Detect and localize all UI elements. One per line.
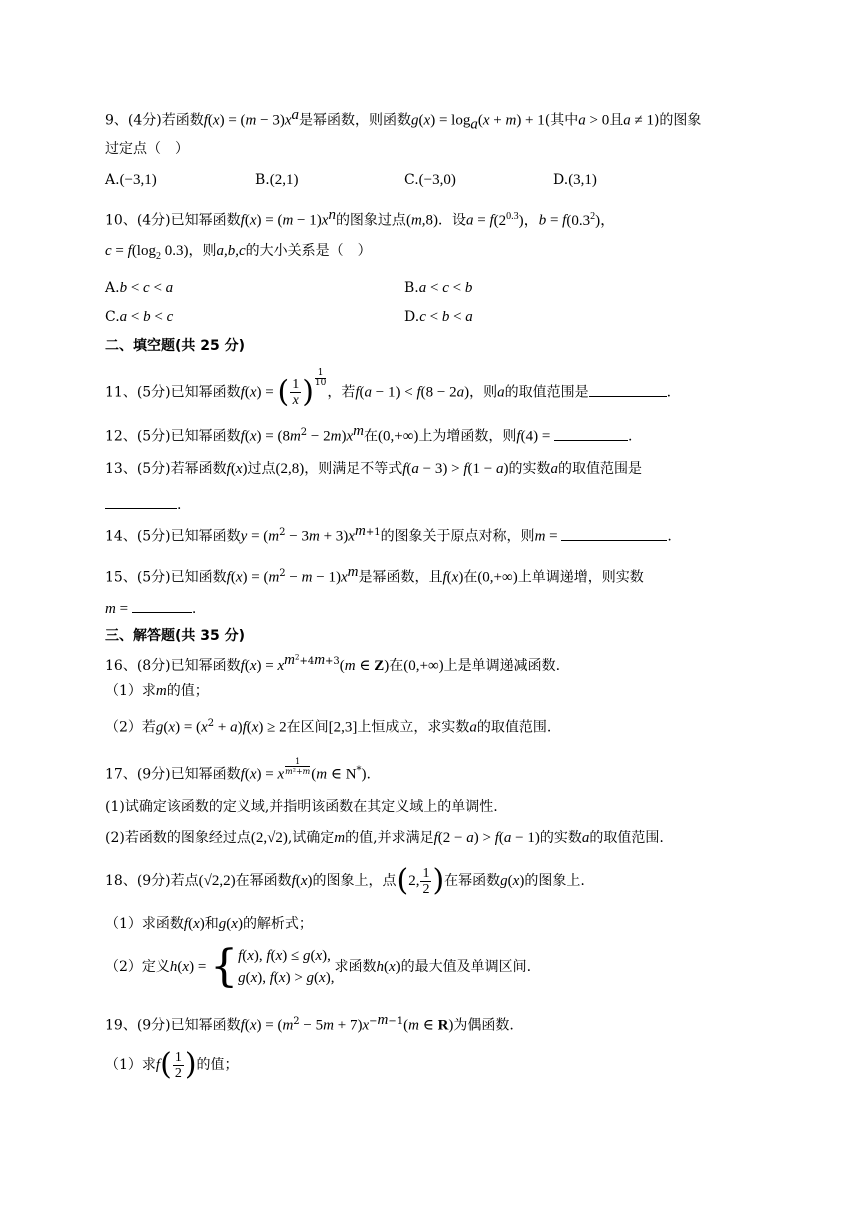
q18-end: 的图象上. <box>524 873 585 889</box>
q11-answer-blank[interactable] <box>589 382 667 397</box>
q10-option-c-label: C. <box>105 309 120 325</box>
q10-mid1: 的图象过点 <box>335 212 406 229</box>
q17-dot: . <box>366 766 371 783</box>
q16-part2-end: 上恒成立，求实数 <box>357 719 470 736</box>
q15-end: 上单调递增，则实数 <box>517 569 644 586</box>
q15-line1: 15、(5分)已知函数$f(x) = (m^2 - m - 1)x^m$是幂函数，且f(x)在(0,+∞)上单调递增，则实数 <box>105 564 644 586</box>
q9-option-c: C.(−3,0) <box>404 172 456 188</box>
q14-answer-blank[interactable] <box>561 526 667 541</box>
q9-option-b: B.(2,1) <box>255 172 299 188</box>
q11-mid: ，若 <box>327 384 356 401</box>
q11-line: 11、(5分)已知幂函数f(x) = ( $\frac{1}{x}$ ) $^{\frac{1}{10}}$ ，若f(a − 1) < f(8 − 2a)，则a的取值范围是 . <box>105 368 672 410</box>
q9-option-d-label: D. <box>553 172 569 188</box>
q9-line1: 9、(4分)若函数$f(x) = (m - 3)x^a$是幂函数，则函数$g(x) = \log_a(x + m) + 1$(其中a > 0且a ≠ 1)的图象 <box>105 107 702 133</box>
q10-mid2: ．设 <box>438 212 467 229</box>
q17-line1: 17、(9分)已知幂函数f(x) = x $^{\frac{1}{\text{m²+m}}}$ (m ∈ N*). <box>105 757 371 783</box>
q13-prefix: 13、(5分)若幂函数 <box>105 461 227 477</box>
q15-mid: 是幂函数，且 <box>358 569 443 586</box>
q19-prefix: 19、(9分)已知幂函数 <box>105 1017 241 1034</box>
q13-end2: 的取值范围是 <box>557 461 642 477</box>
q18-part1-and: 和 <box>204 916 219 932</box>
q17-prefix: 17、(9分)已知幂函数 <box>105 766 241 783</box>
q9-line2-text: 过定点（ ） <box>105 141 189 157</box>
q16-part1: （1）求m的值； <box>105 683 209 699</box>
q18-part2-end: 的最大值及单调区间. <box>400 959 532 975</box>
q19-line1: 19、(9分)已知幂函数$f(x) = (m^2 - 5m + 7)x^{-m-1}(m$ ∈ R)为偶函数. <box>105 1012 514 1034</box>
q13-answer-blank[interactable] <box>105 494 177 509</box>
q9-prefix: 9、(4分)若函数 <box>105 112 204 129</box>
q9-option-a-label: A. <box>105 172 120 188</box>
q18-line1: 18、(9分)若点(√2,2)在幂函数f(x)的图象上，点(2, $\frac{1}{2}$ )在幂函数g(x)的图象上. <box>105 863 585 898</box>
q11-mid2: ，则 <box>469 384 498 401</box>
q16-part2-end2: 的取值范围. <box>476 719 552 736</box>
q16-part2: （2）若$g(x) = (x^2 + a)f(x) \ge 2$在区间[2,3]上恒成立，求实数a的取值范围. <box>105 718 552 736</box>
q16-part1-text: （1）求 <box>105 683 156 699</box>
q17-part2-end: 的实数 <box>539 830 582 846</box>
q13-line1: 13、(5分)若幂函数f(x)过点(2,8)，则满足不等式f(a − 3) > f(1 − a)的实数a的取值范围是 <box>105 461 642 477</box>
q9-option-b-label: B. <box>255 172 270 188</box>
q15-line2: m = . <box>105 598 196 620</box>
q16-prefix: 16、(8分)已知幂函数 <box>105 657 241 674</box>
q9-line2 <box>105 138 189 160</box>
q18-mid: 在幂函数 <box>235 873 292 889</box>
q16-part2-text: （2）若 <box>105 719 156 736</box>
q16-part2-mid: 在区间 <box>286 719 329 736</box>
q13-dot: . <box>177 497 182 513</box>
q10-line1: 10、(4分)已知幂函数$f(x) = (m - 1)x^n$的图象过点(m,8)．设$a = f(2^{0.3})$，$b = f(0.3^2)$， <box>105 207 616 229</box>
q18-mid3: 在幂函数 <box>444 873 501 889</box>
q17-part1: (1)试确定该函数的定义域,并指明该函数在其定义域上的单调性. <box>105 799 498 815</box>
q18-part2-text: （2）定义 <box>105 959 170 975</box>
q9-and: 且 <box>609 112 624 129</box>
q9-option-d: D.(3,1) <box>553 172 597 188</box>
q12-prefix: 12、(5分)已知幂函数 <box>105 428 241 445</box>
q12-answer-blank[interactable] <box>554 426 628 441</box>
q14-line: 14、(5分)已知幂函数$y = (m^2 - 3m + 3)x^{m+1}$的图象关于原点对称，则m = . <box>105 523 672 545</box>
q12-dot: . <box>628 428 633 445</box>
q10-option-d-label: D. <box>404 309 420 325</box>
section-solutions: 三、解答题(共 35 分) <box>105 628 246 644</box>
q19-part1: （1）求f( $\frac{1}{2}$ )的值； <box>105 1047 239 1082</box>
q19-part1-text: （1）求 <box>105 1057 156 1073</box>
q13-line2 <box>105 494 181 516</box>
q17-part2-mid2: 的值,并求满足 <box>345 830 434 846</box>
q15-mid2: 在 <box>463 569 478 586</box>
q17-part2-end2: 的取值范围. <box>589 830 664 846</box>
q18-mid2: 的图象上，点 <box>312 873 397 889</box>
q18-prefix: 18、(9分)若点 <box>105 873 199 889</box>
q10-option-c: C.a < b < c <box>105 309 174 325</box>
q16-mid: 在 <box>389 657 404 674</box>
q14-mid: 的图象关于原点对称，则 <box>380 528 535 545</box>
q10-option-d: D.c < b < a <box>404 309 473 325</box>
q12-mid: 在 <box>364 428 378 445</box>
q10-option-b-label: B. <box>404 280 419 296</box>
q10-line2: $c = f(\log_2$ 0.3)，则a,b,c的大小关系是（ ） <box>105 243 372 262</box>
q16-line1: 16、(8分)已知幂函数$f(x) = x^{m^2+4m+3}(m$ ∈ Z)在(0,+∞)上是单调递减函数. <box>105 652 561 674</box>
q12-line: 12、(5分)已知幂函数$f(x) = (8m^2 - 2m)x^m$在(0,+∞)上为增函数，则f(4) = . <box>105 423 633 445</box>
q11-dot: . <box>666 384 672 401</box>
q13-end: 的实数 <box>508 461 551 477</box>
q10-prefix: 10、(4分)已知幂函数 <box>105 212 241 229</box>
q9-mid1: 是幂函数，则函数 <box>299 112 412 129</box>
q15-dot: . <box>191 601 197 617</box>
q10-line2-end: 的大小关系是（ ） <box>245 243 372 259</box>
q10-option-b: B.a < c < b <box>404 280 473 296</box>
q10-option-a: A.b < c < a <box>105 280 174 296</box>
q18-part1-text: （1）求函数 <box>105 916 184 932</box>
q15-prefix: 15、(5分)已知函数 <box>105 569 227 586</box>
q19-end: 为偶函数. <box>453 1017 514 1034</box>
q18-part1: （1）求函数f(x)和g(x)的解析式； <box>105 916 313 932</box>
q11-end: 的取值范围是 <box>504 384 589 401</box>
q9-option-c-label: C. <box>404 172 419 188</box>
q12-mid2: 上为增函数，则 <box>418 428 517 445</box>
q18-part2-mid: 求函数 <box>334 959 377 975</box>
q10-option-a-label: A. <box>105 280 120 296</box>
q14-dot: . <box>667 528 672 545</box>
q19-part1-end: 的值； <box>196 1057 239 1073</box>
q15-answer-blank[interactable] <box>132 598 192 613</box>
q9-option-a: A.(−3,1) <box>105 172 157 188</box>
q9-mid2: (其中 <box>544 112 579 129</box>
q14-prefix: 14、(5分)已知幂函数 <box>105 528 241 545</box>
q17-part2-mid: ,试确定 <box>287 830 335 846</box>
q13-mid2: ，则满足不等式 <box>304 461 403 477</box>
q13-mid: 过点 <box>247 461 276 477</box>
q10-line2-mid: ，则 <box>188 243 217 259</box>
q17-part2: (2)若函数的图象经过点(2,√2),试确定m的值,并求满足f(2 − a) > f(a − 1)的实数a的取值范围. <box>105 830 664 846</box>
q18-part2: （2）定义h(x) = { f(x), f(x) ≤ g(x), g(x), f(x) > g(x), 求函数h(x)的最大值及单调区间. <box>105 941 532 992</box>
q11-prefix: 11、(5分)已知幂函数 <box>105 384 241 401</box>
q16-end: 上是单调递减函数. <box>443 657 561 674</box>
q16-part1-end: 的值； <box>166 683 209 699</box>
q17-part2-text: (2)若函数的图象经过点 <box>105 830 251 846</box>
q18-part1-end: 的解析式； <box>242 916 313 932</box>
q9-end: )的图象 <box>653 112 702 129</box>
section-fill-in: 二、填空题(共 25 分) <box>105 338 246 354</box>
